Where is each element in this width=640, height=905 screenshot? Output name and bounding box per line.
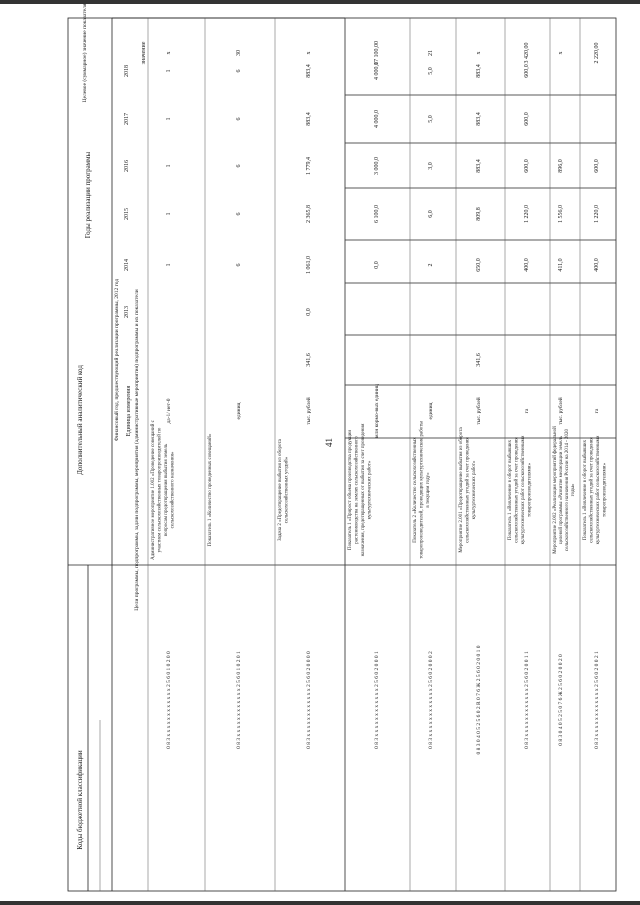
row-year-value: 1 xyxy=(166,164,172,168)
row-code: 0 8 3 0 4 0 5 2 5 0 7 6 Ж 2 5 6 0 2 0 0 2 0 xyxy=(558,654,564,746)
row-code: 0 8 3 x x x x x x x x x x x x 2 5 6 0 2 0 0 0 0 xyxy=(306,651,312,749)
row-year-value: 1 xyxy=(166,263,172,267)
header-analytic-code: Дополнительный аналитический код xyxy=(76,365,84,475)
row-name: Показатель 1 «Прирост объема производства продукции растениеводства на землях сельскохозяйственного назначения, предотвращенных от выбытия за счет проведения культуртехнических работ» xyxy=(348,423,373,557)
row-year-value: 883,4 xyxy=(306,64,312,78)
row-year-value: 411,0 xyxy=(558,258,564,272)
row-year-value: 400,0 xyxy=(594,258,600,272)
row-year-value: 6,0 xyxy=(428,210,434,218)
header-target-value: значение xyxy=(141,41,147,65)
header-name: Цели программы, подпрограммы, задачи подпрограммы, мероприятия (административные мероприятия) подпрограммы и их показатели xyxy=(134,289,140,611)
row-unit: га xyxy=(594,408,600,414)
row-unit: единиц xyxy=(236,402,242,420)
table-cells xyxy=(124,41,608,754)
row-year-value: 6 xyxy=(236,117,242,121)
row-year-value: 600,0 xyxy=(524,64,530,78)
header-base-year: Финансовый год, предшествующий реализации программы, 2012 год xyxy=(114,278,120,442)
row-target: x xyxy=(306,51,312,55)
row-target: 3 420,00 xyxy=(524,42,530,64)
row-year-value: 0,0 xyxy=(374,261,380,269)
row-year-value: 6 100,0 xyxy=(374,205,380,223)
row-year-value: 0,0 xyxy=(306,308,312,316)
row-target: 17 100,00 xyxy=(374,41,380,65)
row-unit: тыс. рублей xyxy=(306,397,312,425)
row-year-value: 1 xyxy=(166,117,172,121)
row-year-value: 3 000,0 xyxy=(374,157,380,175)
row-unit: тыс. рублей xyxy=(476,397,482,425)
row-year-value: 3,0 xyxy=(428,162,434,170)
row-year-value: 883,4 xyxy=(476,64,482,78)
row-year-value: 600,0 xyxy=(524,159,530,173)
row-year-value: 2 365,8 xyxy=(306,205,312,223)
row-name: Административное мероприятие 1.002 «Проведение совещаний с участием сельскохозяйственных товаропроизводителей по вопросам предотвращения выбытия земель сельскохозяйственного назначения» xyxy=(151,420,176,560)
row-lines xyxy=(148,18,616,891)
row-year-value: 600,0 xyxy=(594,159,600,173)
row-year-value: 1 556,0 xyxy=(558,205,564,223)
row-year-value: 6 xyxy=(236,69,242,73)
row-code: 0 8 3 x x x x x x x x x x x x 2 5 6 0 2 0 0 1 1 xyxy=(524,651,530,749)
year-header: 2015 xyxy=(124,208,130,220)
row-name: Мероприятие 2.002 «Реализация мероприятий федеральнойцелевой программы «Развитие мелиорации земельсельскохозяйственного назначения России на 2014 - 2020годы» xyxy=(553,426,576,554)
header-years-group: Годы реализации программы xyxy=(84,151,92,239)
row-year-value: 1 xyxy=(166,69,172,73)
header-budget-codes: Коды бюджетной классификации xyxy=(76,750,84,850)
year-header: 2018 xyxy=(124,65,130,77)
row-year-value: 400,0 xyxy=(524,258,530,272)
row-name: Показатель 2 «Количество сельскохозяйственных товаропроизводителей, проводящих культуртехнические работы в текущем году» xyxy=(413,421,431,559)
row-year-value: 5,0 xyxy=(428,67,434,75)
row-name: Задача 2 «Предотвращение выбытия из оборота сельскохозяйственных угодий» xyxy=(278,439,290,541)
row-year-value: 1 220,0 xyxy=(524,205,530,223)
row-year-value: 1 779,4 xyxy=(306,157,312,175)
year-header: 2014 xyxy=(124,259,130,271)
year-header: 2013 xyxy=(124,306,130,318)
row-base-year: 341,6 xyxy=(476,353,482,367)
row-unit: единиц xyxy=(428,402,434,420)
scan-edge-top xyxy=(0,0,640,4)
row-year-value: 2 xyxy=(428,263,434,267)
row-name: Показатель 1 «Вовлечение в оборот выбывших сельскохозяйственных угодий за счет проведения культуртехнических работ сельскохозяйственными товаропроизводителями» xyxy=(583,435,608,545)
row-code: 0 8 3 x x x x x x x x x x x x 2 5 6 0 2 0 0 0 2 xyxy=(428,651,434,749)
row-code: 0 8 3 x x x x x x x x x x x x 2 5 6 0 1 0 2 0 0 xyxy=(166,651,172,749)
row-code: 0 8 3 x x x x x x x x x x x x 2 5 6 0 2 0 0 2 1 xyxy=(594,651,600,749)
scan-edge-bottom xyxy=(0,901,640,905)
row-year-value: 6 xyxy=(236,263,242,267)
row-target: 30 xyxy=(236,50,242,56)
row-code: 0 8 3 0 4 0 5 2 5 6 0 2 R 0 7 6 Ж 2 5 6 0 2 0 0 1 0 xyxy=(476,645,482,755)
row-year-value: 1 220,0 xyxy=(594,205,600,223)
row-target: x xyxy=(476,51,482,55)
row-year-value: 4 000,0 xyxy=(374,110,380,128)
row-year-value: 6 xyxy=(236,164,242,168)
row-year-value: 809,8 xyxy=(476,207,482,221)
row-base-year: 341,6 xyxy=(306,353,312,367)
row-unit: тыс. рублей xyxy=(558,397,564,425)
row-name: Показатель 1 «Количество проведенных совещаний» xyxy=(208,433,213,547)
row-target: x xyxy=(558,51,564,55)
page-number: 41 xyxy=(324,438,334,447)
year-header: 2016 xyxy=(124,160,130,172)
row-unit: га xyxy=(524,408,530,414)
row-target: 21 xyxy=(428,50,434,56)
row-year-value: 883,4 xyxy=(306,112,312,126)
row-name: Мероприятие 2.001 «Предотвращение выбытия из оборота сельскохозяйственных угодий за счет проведения культуртехнических работ» xyxy=(459,427,477,553)
row-year-value: 883,4 xyxy=(476,112,482,126)
row-code: 0 8 3 x x x x x x x x x x x x 2 5 6 0 1 0 2 0 1 xyxy=(236,651,242,749)
year-header: 2017 xyxy=(124,113,130,125)
row-year-value: 5,0 xyxy=(428,115,434,123)
row-code: 0 8 3 x x x x x x x x x x x x 2 5 6 0 2 0 0 0 1 xyxy=(374,651,380,749)
row-name: Показатель 1 «Вовлечение в оборот выбывших сельскохозяйственных угодий за счет проведения культуртехнических работ сельскохозяйственными товаропроизводителями» xyxy=(508,435,533,545)
row-target: x xyxy=(166,51,172,55)
row-year-value: 883,4 xyxy=(476,159,482,173)
row-unit: да-1/ нет-0 xyxy=(166,398,172,424)
header-target: Целевое (суммарное) значение показателя xyxy=(82,3,88,103)
row-year-value: 4 000,0 xyxy=(374,62,380,80)
header-unit: Единица измерения xyxy=(126,385,132,437)
row-unit: млн кормо-вых единиц xyxy=(374,384,380,438)
row-year-value: 650,0 xyxy=(476,258,482,272)
row-year-value: 600,0 xyxy=(524,112,530,126)
row-year-value: 1 xyxy=(166,212,172,216)
row-year-value: 6 xyxy=(236,212,242,216)
row-year-value: 1 061,0 xyxy=(306,256,312,274)
row-year-value: 896,0 xyxy=(558,159,564,173)
row-target: 2 220,00 xyxy=(594,42,600,64)
